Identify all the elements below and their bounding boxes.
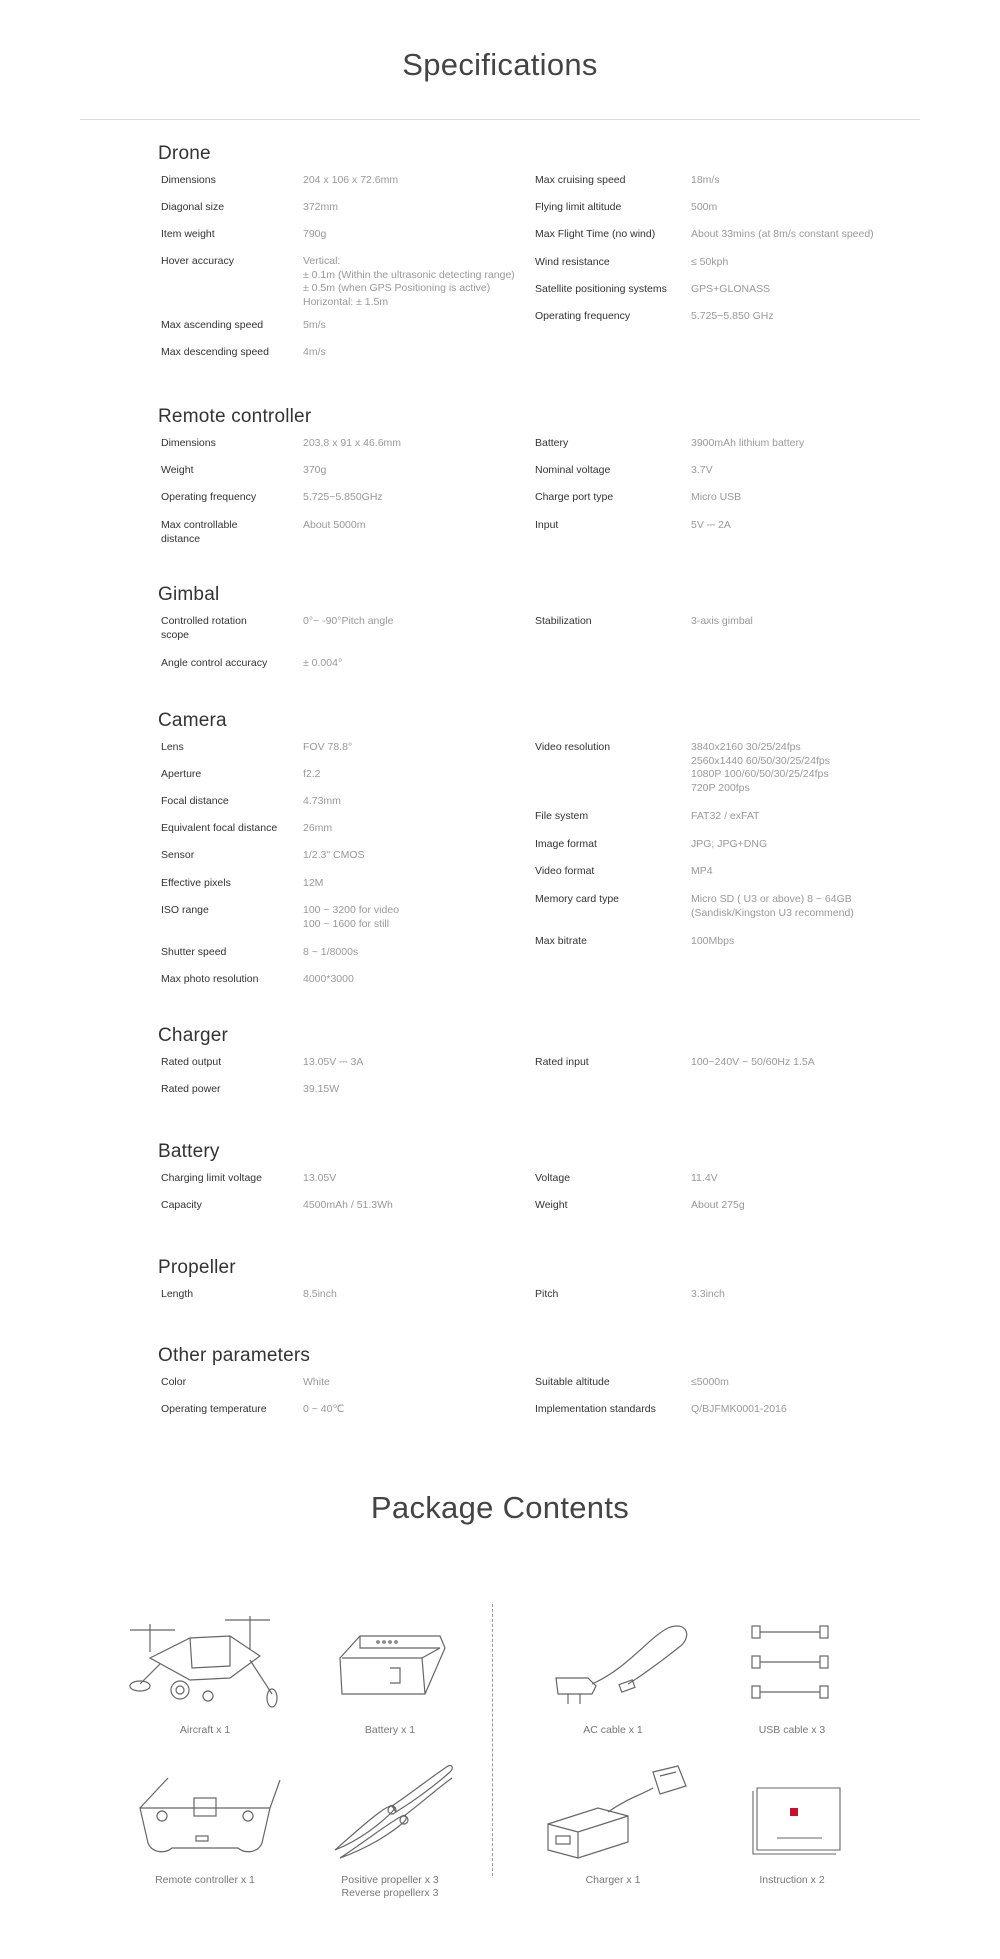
- spec-value: 13.05V ⎓ 3A: [303, 1056, 364, 1068]
- spec-value: 100~240V ~ 50/60Hz 1.5A: [691, 1056, 815, 1068]
- spec-row: [535, 256, 925, 270]
- spec-label: Effective pixels: [161, 877, 231, 889]
- spec-label: Weight: [161, 464, 194, 476]
- spec-row: [161, 615, 551, 642]
- spec-value: 3-axis gimbal: [691, 615, 753, 627]
- package-item-battery: [305, 1608, 475, 1737]
- spec-row: [161, 1056, 551, 1070]
- spec-value: GPS+GLONASS: [691, 283, 771, 295]
- spec-value: About 275g: [691, 1199, 745, 1211]
- spec-value: 5m/s: [303, 319, 326, 331]
- package-item-ac-cable: [528, 1608, 698, 1737]
- spec-value: 12M: [303, 877, 324, 889]
- spec-value: About 5000m: [303, 519, 366, 531]
- package-item-charger: [528, 1758, 698, 1887]
- spec-row: [161, 174, 551, 188]
- spec-value: 100Mbps: [691, 935, 735, 947]
- section-battery: [158, 1141, 918, 1211]
- spec-row: [161, 346, 551, 360]
- spec-label: Max cruising speed: [535, 174, 626, 186]
- package-divider: [492, 1604, 493, 1876]
- spec-row: [161, 319, 551, 333]
- package-item-label: Remote controller x 1: [155, 1874, 255, 1886]
- spec-label: Image format: [535, 838, 597, 850]
- spec-row: [535, 1199, 925, 1213]
- spec-value: 0°~ -90°Pitch angle: [303, 615, 394, 627]
- package-contents-title: Package Contents: [370, 1490, 630, 1525]
- spec-label: Rated input: [535, 1056, 589, 1068]
- spec-label: Dimensions: [161, 437, 216, 449]
- spec-value: f2.2: [303, 768, 321, 780]
- spec-value: 3.3inch: [691, 1288, 725, 1300]
- spec-label: Equivalent focal distance: [161, 822, 278, 834]
- spec-value: 5.725~5.850GHz: [303, 491, 383, 503]
- aircraft-icon: [120, 1608, 290, 1718]
- spec-row: [161, 822, 551, 836]
- spec-label: Satellite positioning systems: [535, 283, 667, 295]
- spec-row: [161, 741, 551, 755]
- spec-row: [535, 1403, 925, 1417]
- spec-label: Max bitrate: [535, 935, 587, 947]
- spec-value: 3900mAh lithium battery: [691, 437, 805, 449]
- spec-value: ± 0.004°: [303, 657, 343, 669]
- spec-label: Max ascending speed: [161, 319, 264, 331]
- charger-icon: [528, 1758, 698, 1868]
- section-propeller: [158, 1257, 918, 1300]
- spec-row: [535, 228, 925, 242]
- spec-label: Operating temperature: [161, 1403, 267, 1415]
- spec-label: Shutter speed: [161, 946, 227, 958]
- spec-row: [535, 464, 925, 478]
- package-item-propellers: [305, 1758, 475, 1900]
- spec-value: 3840x2160 30/25/24fps 2560x1440 60/50/30/25/24fps 1080P 100/60/50/30/25/24fps 720P 200fps: [691, 741, 830, 794]
- spec-value: 8 ~ 1/8000s: [303, 946, 359, 958]
- spec-value: 1/2.3" CMOS: [303, 849, 365, 861]
- spec-row: [161, 255, 551, 309]
- spec-row: [535, 810, 925, 824]
- spec-value: 500m: [691, 201, 718, 213]
- specifications-title: Specifications: [402, 47, 598, 82]
- spec-value: 790g: [303, 228, 327, 240]
- ac-cable-icon: [528, 1608, 698, 1718]
- spec-label: Item weight: [161, 228, 215, 240]
- spec-label: Length: [161, 1288, 194, 1300]
- spec-label: Operating frequency: [161, 491, 257, 503]
- spec-row: [535, 437, 925, 451]
- package-item-label: Battery x 1: [364, 1724, 416, 1736]
- section-title: Camera: [158, 710, 227, 731]
- spec-label: Max Flight Time (no wind): [535, 228, 656, 240]
- spec-row: [535, 283, 925, 297]
- section-gimbal: [158, 584, 918, 669]
- spec-label: Operating frequency: [535, 310, 631, 322]
- spec-value: 39.15W: [303, 1083, 340, 1095]
- spec-label: Rated power: [161, 1083, 221, 1095]
- package-item-label: USB cable x 3: [758, 1724, 826, 1736]
- spec-row: [535, 1056, 925, 1070]
- spec-row: [535, 741, 925, 795]
- section-title: Remote controller: [158, 406, 312, 427]
- spec-row: [161, 849, 551, 863]
- propeller-icon: [320, 1758, 460, 1868]
- spec-label: Weight: [535, 1199, 568, 1211]
- spec-value: 3.7V: [691, 464, 713, 476]
- spec-value: FOV 78.8°: [303, 741, 353, 753]
- spec-label: Charge port type: [535, 491, 614, 503]
- spec-value: 13.05V: [303, 1172, 337, 1184]
- spec-value: MP4: [691, 865, 713, 877]
- spec-value: Vertical: ± 0.1m (Within the ultrasonic detecting range) ± 0.5m (when GPS Positioning is active) Horizontal: ± 1.5m: [303, 255, 515, 308]
- spec-label: Stabilization: [535, 615, 592, 627]
- spec-row: [535, 310, 925, 324]
- spec-row: [535, 491, 925, 505]
- spec-value: 370g: [303, 464, 327, 476]
- spec-value: 18m/s: [691, 174, 720, 186]
- spec-label: Diagonal size: [161, 201, 225, 213]
- spec-row: [535, 615, 925, 629]
- section-title: Drone: [158, 143, 211, 164]
- spec-value: Micro USB: [691, 491, 742, 503]
- spec-value: 0 ~ 40℃: [303, 1403, 345, 1415]
- section-title: Battery: [158, 1141, 220, 1162]
- spec-label: ISO range: [161, 904, 209, 916]
- battery-icon: [320, 1608, 460, 1718]
- spec-label: Video resolution: [535, 741, 611, 753]
- spec-value: ≤5000m: [691, 1376, 729, 1388]
- spec-value: About 33mins (at 8m/s constant speed): [691, 228, 874, 240]
- spec-label: Charging limit voltage: [161, 1172, 262, 1184]
- spec-row: [161, 657, 551, 671]
- spec-row: [161, 464, 551, 478]
- spec-value: 11.4V: [691, 1172, 718, 1184]
- spec-value: 4.73mm: [303, 795, 341, 807]
- spec-row: [161, 437, 551, 451]
- spec-value: 26mm: [303, 822, 333, 834]
- package-item-usb-cable: [707, 1608, 877, 1737]
- spec-value: White: [303, 1376, 330, 1388]
- spec-label: Suitable altitude: [535, 1376, 610, 1388]
- section-title: Other parameters: [158, 1345, 311, 1366]
- spec-row: [161, 519, 551, 546]
- spec-label: Capacity: [161, 1199, 202, 1211]
- spec-label: Dimensions: [161, 174, 216, 186]
- spec-label: Lens: [161, 741, 184, 753]
- spec-row: [535, 1376, 925, 1390]
- section-remote-controller: [158, 406, 918, 545]
- spec-row: [535, 865, 925, 879]
- spec-row: [535, 174, 925, 188]
- spec-row: [535, 935, 925, 949]
- spec-value: 4000*3000: [303, 973, 354, 985]
- package-item-label: Aircraft x 1: [179, 1724, 231, 1736]
- spec-label: Rated output: [161, 1056, 222, 1068]
- spec-label: Video format: [535, 865, 595, 877]
- spec-value: 4500mAh / 51.3Wh: [303, 1199, 393, 1211]
- spec-label: Battery: [535, 437, 569, 449]
- spec-label: Nominal voltage: [535, 464, 611, 476]
- spec-value: Micro SD ( U3 or above) 8 ~ 64GB (Sandisk/Kingston U3 recommend): [691, 893, 854, 919]
- spec-label: Max controllable distance: [161, 519, 238, 545]
- spec-row: [161, 1288, 551, 1302]
- spec-label: Sensor: [161, 849, 195, 861]
- spec-value: 5V ⎓ 2A: [691, 519, 731, 531]
- section-drone: [158, 143, 918, 358]
- spec-label: Aperture: [161, 768, 202, 780]
- spec-label: Flying limit altitude: [535, 201, 622, 213]
- spec-value: 5.725~5.850 GHz: [691, 310, 774, 322]
- spec-label: Controlled rotation scope: [161, 615, 247, 641]
- package-item-label: Positive propeller x 3 Reverse propellerx 3: [341, 1874, 439, 1899]
- spec-row: [161, 1199, 551, 1213]
- section-other-parameters: [158, 1345, 918, 1415]
- spec-row: [161, 877, 551, 891]
- spec-value: 4m/s: [303, 346, 326, 358]
- spec-label: Max photo resolution: [161, 973, 259, 985]
- spec-label: Focal distance: [161, 795, 229, 807]
- section-charger: [158, 1025, 918, 1095]
- spec-label: Voltage: [535, 1172, 571, 1184]
- brand-logo-mark: [790, 1808, 798, 1816]
- spec-value: 204 x 106 x 72.6mm: [303, 174, 399, 186]
- spec-row: [535, 893, 925, 920]
- spec-row: [161, 201, 551, 215]
- spec-row: [161, 228, 551, 242]
- spec-value: FAT32 / exFAT: [691, 810, 760, 822]
- section-title: Propeller: [158, 1257, 236, 1278]
- spec-row: [535, 519, 925, 533]
- spec-label: File system: [535, 810, 589, 822]
- title-divider: [80, 119, 920, 120]
- spec-label: Memory card type: [535, 893, 620, 905]
- usb-cable-icon: [722, 1608, 862, 1718]
- spec-row: [535, 1172, 925, 1186]
- spec-label: Max descending speed: [161, 346, 269, 358]
- spec-row: [161, 1172, 551, 1186]
- section-title: Charger: [158, 1025, 229, 1046]
- spec-row: [161, 1403, 551, 1417]
- section-camera: [158, 710, 918, 985]
- spec-value: ≤ 50kph: [691, 256, 729, 268]
- spec-value: 203.8 x 91 x 46.6mm: [303, 437, 402, 449]
- spec-row: [161, 1376, 551, 1390]
- spec-value: Q/BJFMK0001-2016: [691, 1403, 787, 1415]
- spec-value: 100 ~ 3200 for video 100 ~ 1600 for still: [303, 904, 400, 930]
- spec-value: JPG; JPG+DNG: [691, 838, 768, 850]
- package-item-label: Charger x 1: [585, 1874, 641, 1886]
- spec-label: Pitch: [535, 1288, 559, 1300]
- spec-label: Hover accuracy: [161, 255, 234, 267]
- spec-label: Color: [161, 1376, 187, 1388]
- spec-label: Angle control accuracy: [161, 657, 268, 669]
- package-item-label: Instruction x 2: [759, 1874, 825, 1886]
- package-item-aircraft: [120, 1608, 290, 1737]
- package-item-remote-controller: [120, 1758, 290, 1887]
- instruction-icon: [722, 1758, 862, 1868]
- section-title: Gimbal: [158, 584, 220, 605]
- spec-row: [535, 1288, 925, 1302]
- spec-row: [161, 1083, 551, 1097]
- spec-row: [161, 973, 551, 987]
- spec-value: 8.5inch: [303, 1288, 337, 1300]
- spec-label: Input: [535, 519, 559, 531]
- spec-row: [161, 904, 551, 931]
- package-item-label: AC cable x 1: [583, 1724, 643, 1736]
- package-item-instruction: [707, 1758, 877, 1887]
- spec-row: [161, 768, 551, 782]
- spec-label: Implementation standards: [535, 1403, 656, 1415]
- spec-label: Wind resistance: [535, 256, 610, 268]
- remote-controller-icon: [120, 1758, 290, 1868]
- spec-row: [161, 946, 551, 960]
- spec-row: [535, 838, 925, 852]
- spec-row: [161, 491, 551, 505]
- spec-row: [535, 201, 925, 215]
- spec-row: [161, 795, 551, 809]
- spec-value: 372mm: [303, 201, 339, 213]
